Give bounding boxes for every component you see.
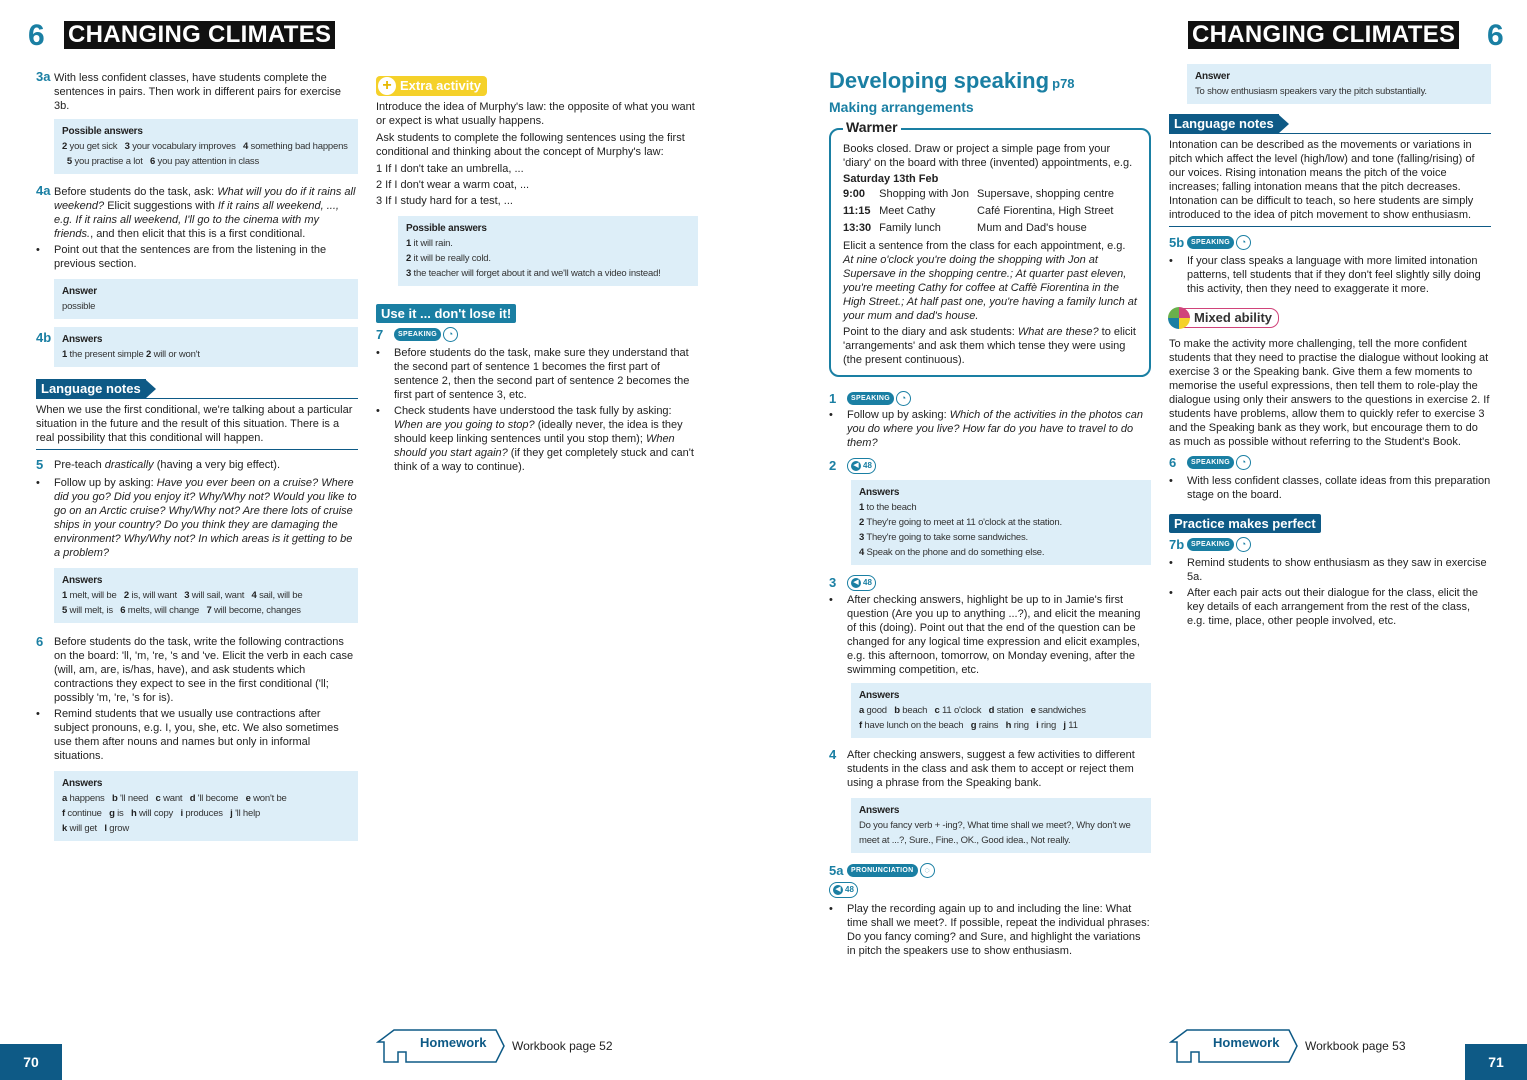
speaking-icon: ◔ <box>1236 455 1251 470</box>
homework-label: Homework <box>420 1035 487 1050</box>
right-column-2 <box>1169 64 1491 628</box>
exercise-6: 6 SPEAKING ◔ <box>1169 455 1491 470</box>
language-notes-header <box>36 379 358 399</box>
page-number-right: 71 <box>1465 1044 1527 1080</box>
exercise-7 <box>376 327 698 342</box>
answers-box: Answers Do you fancy verb + -ing?, What time shall we meet?, Why don't we meet at ...?, Sure., Fine., OK., Good idea., Not really. <box>851 798 1151 853</box>
diary-date: Saturday 13th Feb <box>843 173 939 185</box>
bullet-point: • Before students do the task, make sure they understand that the second part of sentence 1 becomes the first part of sentence 2, then the second part of sentence 2 becomes the first part of sentence 3, etc. <box>376 346 698 402</box>
answer-key: 6 <box>149 156 156 167</box>
exercise-4b <box>36 327 358 367</box>
extra-sentence: 3 If I study hard for a test, ... <box>376 195 513 207</box>
exercise-3: 3 ◀ 48 <box>829 575 1151 591</box>
answer-value: something bad happens <box>250 141 348 152</box>
answer-value: your vocabulary improves <box>132 141 236 152</box>
homework-right <box>1169 1028 1406 1064</box>
left-column-2 <box>376 76 698 474</box>
mixed-ability-icon <box>1168 307 1190 329</box>
exercise-6 <box>36 635 358 705</box>
exercise-number: 3a <box>36 69 51 84</box>
answers-box: Answers a happens b 'll need c want d 'll become e won't be f continue g is h will copy i produces j 'll help k will get l grow <box>54 771 358 841</box>
exercise-1: 1 SPEAKING ◔ <box>829 391 1151 406</box>
language-notes-title: Language notes <box>1169 114 1279 133</box>
homework-text: Workbook page 53 <box>1305 1039 1406 1053</box>
extra-activity-title: Extra activity <box>400 78 481 93</box>
heading-title: Developing speaking <box>829 68 1050 93</box>
mixed-ability-text: To make the activity more challenging, tell the more confident students that they need to practise the dialogue without looking at exercise 3 or the Speaking bank. Give them a few moments to memorise the useful expressions, then tell them to role-play the dialogue using only their answers to the questions in exercise 2. If students have problems, allow them to quickly refer to exercise 3 and the Speaking bank as they work, but encourage them to do as much as possible without referring to the Student's Book. <box>1169 338 1490 448</box>
language-notes-text: Intonation can be described as the movements or variations in pitch which affect the level (high/low) and tone (falling/rising) of our voices. Rising intonation means the pitch of the voice increases; falling intonation means that the pitch decreases. Intonation can be difficult to teach, so here students are simply introduced to the idea of pitch movement to show enthusiasm. <box>1169 138 1491 227</box>
extra-sentence: 2 If I don't wear a warm coat, ... <box>376 179 530 191</box>
answers-box-title: Possible answers <box>62 126 143 137</box>
answer-key: 4 <box>242 141 249 152</box>
subheading: Making arrangements <box>829 99 974 115</box>
extra-activity-header <box>376 76 487 96</box>
bullet-point: • Play the recording again up to and including the line: What time shall we meet?. If possible, repeat the individual phrases: Do you fancy coming? and Sure, and highlight the variations in pitch the speakers use to show enthusiasm. <box>829 902 1151 958</box>
exercise-text: Before students do the task, ask: What will you do if it rains all weekend? Elicit suggestions with If it rains all weekend, ..., e.g. If it rains all weekend, I'll go to the cinema with my friends., and then elicit that this is a first conditional. <box>54 186 356 240</box>
diary-row: 11:15 Meet Cathy Café Fiorentina, High Street <box>843 205 1114 217</box>
warmer-box: Warmer Books closed. Draw or project a simple page from your 'diary' on the board with three (invented) appointments, e.g. Saturday 13th Feb 9:00 Shopping with Jon Supersave, shopping centre 11:15 Meet Cathy Café Fiorentina, High Street 13:30 Family lunch Mum and Dad's house Elicit a sentence from the class for each appointment, e.g. At nine o'clock you're doing the shopping with Jon at Supersave in the shopping centre.; At quarter past eleven, you're meeting Cathy for coffee at Caffè Fiorentina in the High Street.; At half past one, you're having a family lunch at your mum and dad's house. Point to the diary and ask students: What are these? to elicit 'arrangements' and ask them which tense they were using (the present continuous). <box>829 128 1151 377</box>
speaking-tag: SPEAKING <box>1187 538 1234 551</box>
answers-box: Answers 1 to the beach 2 They're going to meet at 11 o'clock at the station. 3 They're going to take some sandwiches. 4 Speak on the phone and do something else. <box>851 480 1151 565</box>
possible-answers-box: Possible answers 1 it will rain. 2 it will be really cold. 3 the teacher will forget about it and we'll watch a video instead! <box>398 216 698 286</box>
bullet-point: • Remind students that we usually use contractions after subject pronouns, e.g. I, you, she, etc. We also sometimes use them after nouns and names but only in informal situations. <box>36 707 358 763</box>
bullet-point: • Remind students to show enthusiasm as they saw in exercise 5a. <box>1169 556 1491 584</box>
page-number-left: 70 <box>0 1044 62 1080</box>
audio-track-icon: ◀ 48 <box>829 882 858 898</box>
section-heading <box>829 68 1151 94</box>
mixed-ability-title: Mixed ability <box>1194 310 1273 325</box>
answer-box <box>54 279 358 319</box>
language-notes-title: Language notes <box>36 379 146 398</box>
bullet-point: • After checking answers, highlight be up to in Jamie's first question (Are you up to anything ...?), and elicit the meaning of this (doing). Point out that the end of the question can be changed for any logical time expression and elicit examples, e.g. this afternoon, tomorrow, on Monday evening, after the swimming competition, etc. <box>829 593 1151 677</box>
diary-row: 9:00 Shopping with Jon Supersave, shopping centre <box>843 188 1115 200</box>
answers-box: Answers a good b beach c 11 o'clock d station e sandwiches f have lunch on the beach g rains h ring i ring j 11 <box>851 683 1151 738</box>
bullet-point: • After each pair acts out their dialogue for the class, elicit the key details of each arrangement from the rest of the class, e.g. time, place, other people involved, etc. <box>1169 586 1491 628</box>
speaking-tag: SPEAKING <box>847 392 894 405</box>
extra-text-1: Introduce the idea of Murphy's law: the opposite of what you want or expect is what usually happens. <box>376 101 695 127</box>
exercise-5a: 5a PRONUNCIATION ◌ <box>829 863 1151 878</box>
homework-text: Workbook page 52 <box>512 1039 613 1053</box>
exercise-number: 4a <box>36 183 51 198</box>
language-notes-header <box>1169 114 1491 134</box>
homework-left <box>376 1028 613 1064</box>
use-it-title: Use it ... don't lose it! <box>376 304 516 323</box>
unit-number-right: 6 <box>1487 19 1504 52</box>
speaking-tag: SPEAKING <box>1187 236 1234 249</box>
speaking-tag: SPEAKING <box>1187 456 1234 469</box>
diary-table <box>843 186 1122 237</box>
bullet-point: • With less confident classes, collate ideas from this preparation stage on the board. <box>1169 474 1491 502</box>
speaking-icon: ◔ <box>896 391 911 406</box>
bullet-point: • Check students have understood the task fully by asking: When are you going to stop? (ideally never, the idea is they should keep linking sentences until you stop them); When should you start again? (if they get completely stuck and can't think of a way to continue). <box>376 404 698 474</box>
exercise-5: 5 Pre-teach drastically (having a very big effect). <box>36 457 281 472</box>
answers-list <box>62 139 350 169</box>
bullet-point: • Follow up by asking: Which of the activities in the photos can you do where you live? How far do you have to travel to do them? <box>829 408 1151 450</box>
speaking-icon: ◔ <box>1236 235 1251 250</box>
practice-title: Practice makes perfect <box>1169 514 1321 533</box>
exercise-number: 5 <box>36 457 44 472</box>
exercise-2: 2 ◀ 48 <box>829 458 1151 474</box>
answer-key: 5 <box>66 156 72 167</box>
exercise-text: Before students do the task, write the following contractions on the board: 'll, 'm, 're, 's and 've. Elicit the verb in each case (will, am, are, is/has, have), and ask students which contractions they expect to see in the first conditional ('ll; possibly 'm, 're, 's for is). <box>54 636 354 704</box>
mixed-ability-header <box>1169 308 1279 328</box>
exercise-number: 6 <box>36 634 44 649</box>
homework-label: Homework <box>1213 1035 1280 1050</box>
answer-value: you get sick <box>69 141 118 152</box>
warmer-title: Warmer <box>843 120 901 134</box>
right-column-1 <box>829 68 1151 958</box>
bullet-point: • Point out that the sentences are from the listening in the previous section. <box>36 243 358 271</box>
practice-header <box>1169 514 1491 533</box>
answer-box-title: Answer <box>62 286 97 297</box>
unit-title-left: CHANGING CLIMATES <box>64 21 335 49</box>
heading-page: p78 <box>1052 76 1075 91</box>
exercise-3a <box>36 70 358 113</box>
answer-value: you pay attention in class <box>157 156 260 167</box>
speaking-icon: ◔ <box>443 327 458 342</box>
answer-value: possible <box>62 301 96 312</box>
answer-key: 3 <box>124 141 130 152</box>
exercise-7b: 7b SPEAKING ◔ <box>1169 537 1491 552</box>
exercise-number: 7 <box>376 326 384 342</box>
plus-icon: + <box>378 77 396 95</box>
exercise-number: 4b <box>36 330 52 345</box>
use-it-header <box>376 304 698 323</box>
answers-box-title: Answers <box>62 334 103 345</box>
unit-number-left: 6 <box>28 19 45 52</box>
warmer-text: Books closed. Draw or project a simple page from your 'diary' on the board with three (invented) appointments, e.g. <box>843 143 1133 169</box>
exercise-text: With less confident classes, have students complete the sentences in pairs. Then work in different pairs for exercise 3b. <box>54 72 341 112</box>
exercise-4a <box>36 184 358 241</box>
answer-value: you practise a lot <box>74 156 143 167</box>
unit-title-right: CHANGING CLIMATES <box>1188 21 1459 49</box>
exercise-5b: 5b SPEAKING ◔ <box>1169 235 1491 250</box>
answers-box <box>54 119 358 174</box>
speaking-tag: SPEAKING <box>394 328 441 341</box>
pronunciation-tag: PRONUNCIATION <box>847 864 918 877</box>
audio-track-icon: ◀ 48 <box>847 458 876 474</box>
answers-box: Answers 1 the present simple 2 will or won't <box>54 327 358 367</box>
speaking-icon: ◔ <box>1236 537 1251 552</box>
language-notes-text: When we use the first conditional, we're talking about a particular situation in the future and the result of this situation. There is a real possibility that this conditional will happen. <box>36 403 358 450</box>
diary-row: 13:30 Family lunch Mum and Dad's house <box>843 222 1087 234</box>
exercise-5a-audio <box>829 882 1151 898</box>
speech-bubble-icon: ◌ <box>920 863 935 878</box>
exercise-4: 4 After checking answers, suggest a few activities to different students in the class and ask them to accept or reject them using a phrase from the Speaking bank. <box>829 747 1135 789</box>
extra-text-2: Ask students to complete the following sentences using the first conditional and thinking about the concept of Murphy's law: <box>376 132 685 158</box>
extra-sentence: 1 If I don't take an umbrella, ... <box>376 163 524 175</box>
bullet-point: • If your class speaks a language with more limited intonation patterns, tell students that if they don't feel slightly silly doing this activity, then they need to exaggerate it more. <box>1169 254 1491 296</box>
answers-box: Answers 1 melt, will be 2 is, will want 3 will sail, want 4 sail, will be 5 will melt, is 6 melts, will change 7 will become, changes <box>54 568 358 623</box>
answer-key: 2 <box>62 141 68 152</box>
answer-box: Answer To show enthusiasm speakers vary the pitch substantially. <box>1187 64 1491 104</box>
bullet-point: • Follow up by asking: Have you ever been on a cruise? Where did you go? Did you enjoy it? Why/Why not? Would you like to go on an Arctic cruise? Why/Why not? Are there lots of cruise ships in your country? Do you think they are damaging the environment? Why/Why not? In which areas is it getting to be a problem? <box>36 476 358 560</box>
audio-track-icon: ◀ 48 <box>847 575 876 591</box>
left-column-1 <box>36 70 358 841</box>
